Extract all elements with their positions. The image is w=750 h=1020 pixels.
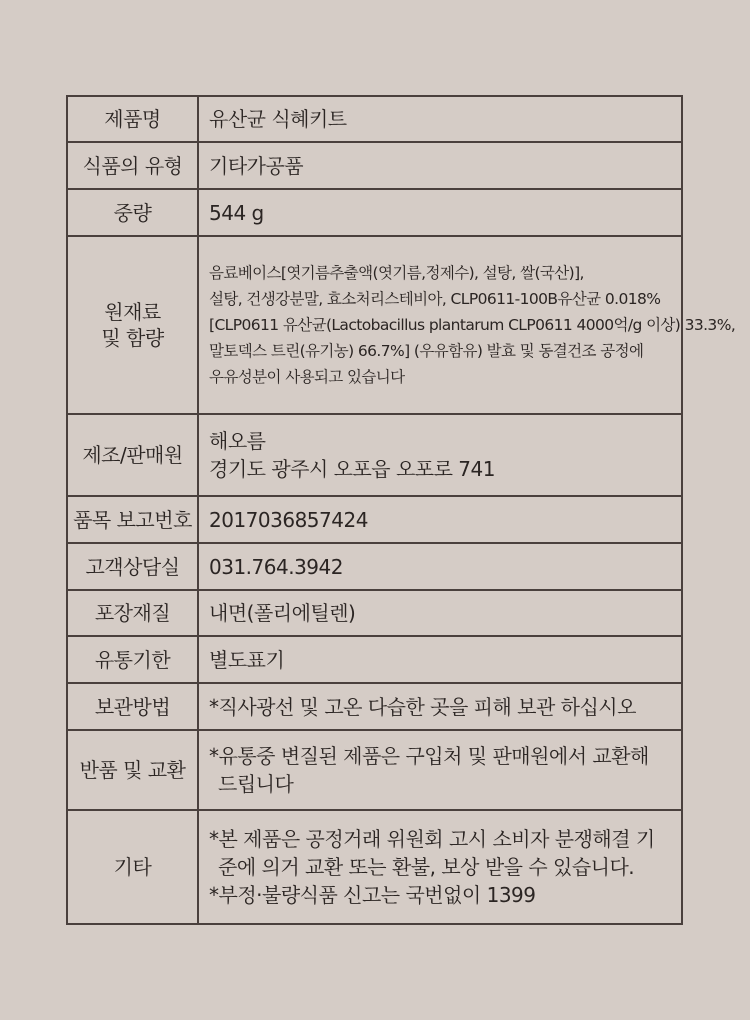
table-row [67, 496, 682, 543]
row-value-expiry: 별도표기 [198, 636, 682, 683]
row-label-weight: 중량 [67, 189, 198, 236]
table-row [67, 96, 682, 142]
row-label-food-type: 식품의 유형 [67, 142, 198, 189]
table-row [67, 142, 682, 189]
row-value-product-name: 유산균 식혜키트 [198, 96, 682, 142]
table-row [67, 683, 682, 730]
row-value-weight: 544 g [198, 189, 682, 236]
table-row [67, 236, 682, 414]
table-row [67, 730, 682, 810]
product-info-table [66, 95, 736, 925]
table-row [67, 636, 682, 683]
row-label-product-name: 제품명 [67, 96, 198, 142]
row-value-ingredients: 음료베이스[엿기름추출액(엿기름,정제수), 설탕, 쌀(국산)], 설탕, 건생강분말, 효소처리스테비아, CLP0611-100B유산균 0.018% [CLP0611 유산균(Lactobacillus plantarum CLP0611 4000억/g 이상) 33.3%, 말토덱스 트린(유기농) 66.7%] (우유함유) 발효 및 동결건조 공정에 우유성분이 사용되고 있습니다 [198, 236, 682, 414]
row-value-packaging: 내면(폴리에틸렌) [198, 590, 682, 636]
row-label-ingredients: 원재료 및 함량 [67, 236, 198, 414]
table-row [67, 543, 682, 590]
row-value-food-type: 기타가공품 [198, 142, 682, 189]
table-row [67, 189, 682, 236]
row-label-returns: 반품 및 교환 [67, 730, 198, 810]
row-value-report-number: 2017036857424 [198, 496, 682, 543]
row-value-storage: *직사광선 및 고온 다습한 곳을 피해 보관 하십시오 [198, 683, 682, 730]
row-label-manufacturer: 제조/판매원 [67, 414, 198, 496]
row-label-expiry: 유통기한 [67, 636, 198, 683]
table-row [67, 590, 682, 636]
row-label-customer-service: 고객상담실 [67, 543, 198, 590]
row-label-storage: 보관방법 [67, 683, 198, 730]
table-row [67, 414, 682, 496]
row-label-report-number: 품목 보고번호 [67, 496, 198, 543]
row-value-manufacturer: 해오름 경기도 광주시 오포읍 오포로 741 [198, 414, 682, 496]
row-value-customer-service: 031.764.3942 [198, 543, 682, 590]
row-label-packaging: 포장재질 [67, 590, 198, 636]
row-value-other: *본 제품은 공정거래 위원회 고시 소비자 분쟁해결 기 준에 의거 교환 또는 환불, 보상 받을 수 있습니다. *부정·불량식품 신고는 국번없이 1399 [198, 810, 682, 924]
row-label-other: 기타 [67, 810, 198, 924]
table-row [67, 810, 682, 924]
row-value-returns: *유통중 변질된 제품은 구입처 및 판매원에서 교환해 드립니다 [198, 730, 682, 810]
